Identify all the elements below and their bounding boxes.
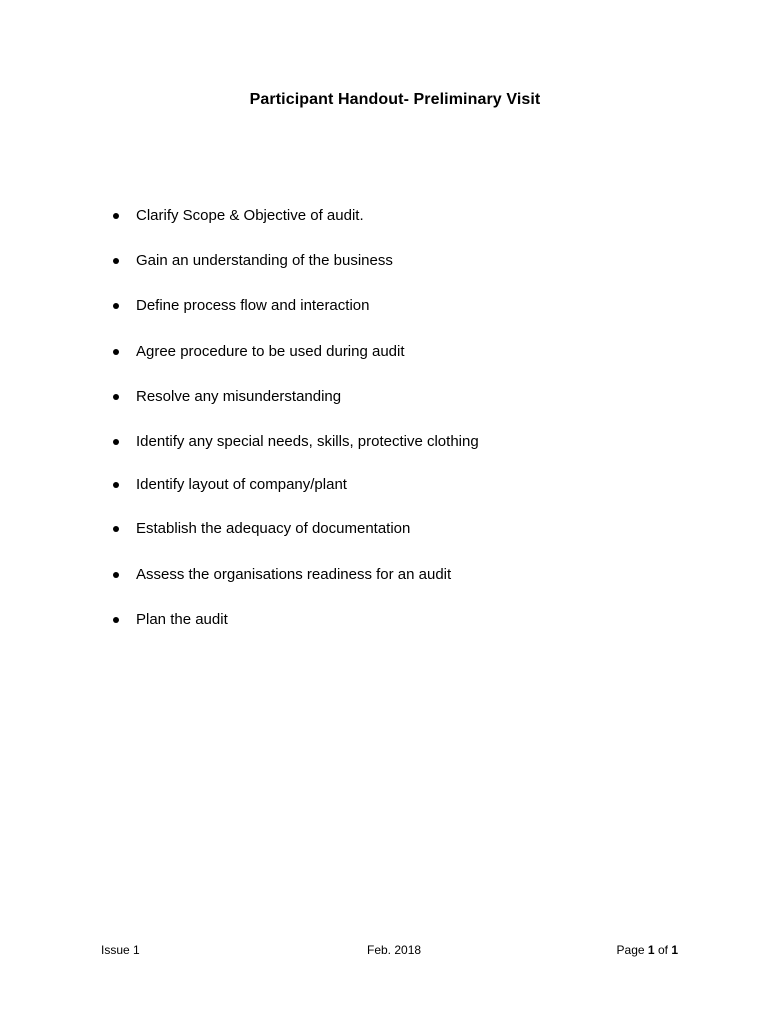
list-item (0, 518, 768, 540)
list-item (0, 474, 768, 496)
list-item (0, 431, 768, 453)
list-item-text: Plan the audit (136, 611, 228, 628)
bullet-icon (113, 617, 119, 623)
list-item-text: Establish the adequacy of documentation (136, 520, 411, 537)
footer-page-current: 1 (647, 943, 655, 957)
bullet-icon (113, 213, 119, 219)
bullet-icon (113, 572, 119, 578)
page-footer (0, 940, 768, 960)
bullet-icon (113, 526, 119, 532)
list-item-text: Assess the organisations readiness for an audit (136, 566, 452, 583)
list-item-text: Resolve any misunderstanding (136, 388, 342, 405)
bullet-icon (113, 349, 119, 355)
footer-page-of: of (657, 943, 668, 957)
footer-page-prefix: Page (616, 943, 645, 957)
list-item-text: Gain an understanding of the business (136, 252, 393, 269)
list-item-text: Define process flow and interaction (136, 297, 370, 314)
footer-issue: Issue 1 (101, 943, 140, 957)
page-title: Participant Handout- Preliminary Visit (249, 91, 541, 108)
list-item (0, 205, 768, 227)
footer-page-total: 1 (671, 943, 678, 957)
bullet-icon (113, 439, 119, 445)
list-item (0, 386, 768, 408)
list-item (0, 564, 768, 586)
footer-date: Feb. 2018 (367, 943, 422, 957)
list-item (0, 250, 768, 272)
list-item (0, 341, 768, 363)
bullet-icon (113, 482, 119, 488)
list-item-text: Identify layout of company/plant (136, 476, 347, 493)
footer-page-number (617, 940, 678, 960)
bullet-icon (113, 258, 119, 264)
bullet-icon (113, 394, 119, 400)
list-item-text: Agree procedure to be used during audit (136, 343, 405, 360)
list-item (0, 295, 768, 317)
list-item-text: Identify any special needs, skills, protective clothing (136, 433, 479, 450)
list-item-text: Clarify Scope & Objective of audit. (136, 207, 364, 224)
list-item (0, 609, 768, 631)
bullet-icon (113, 303, 119, 309)
